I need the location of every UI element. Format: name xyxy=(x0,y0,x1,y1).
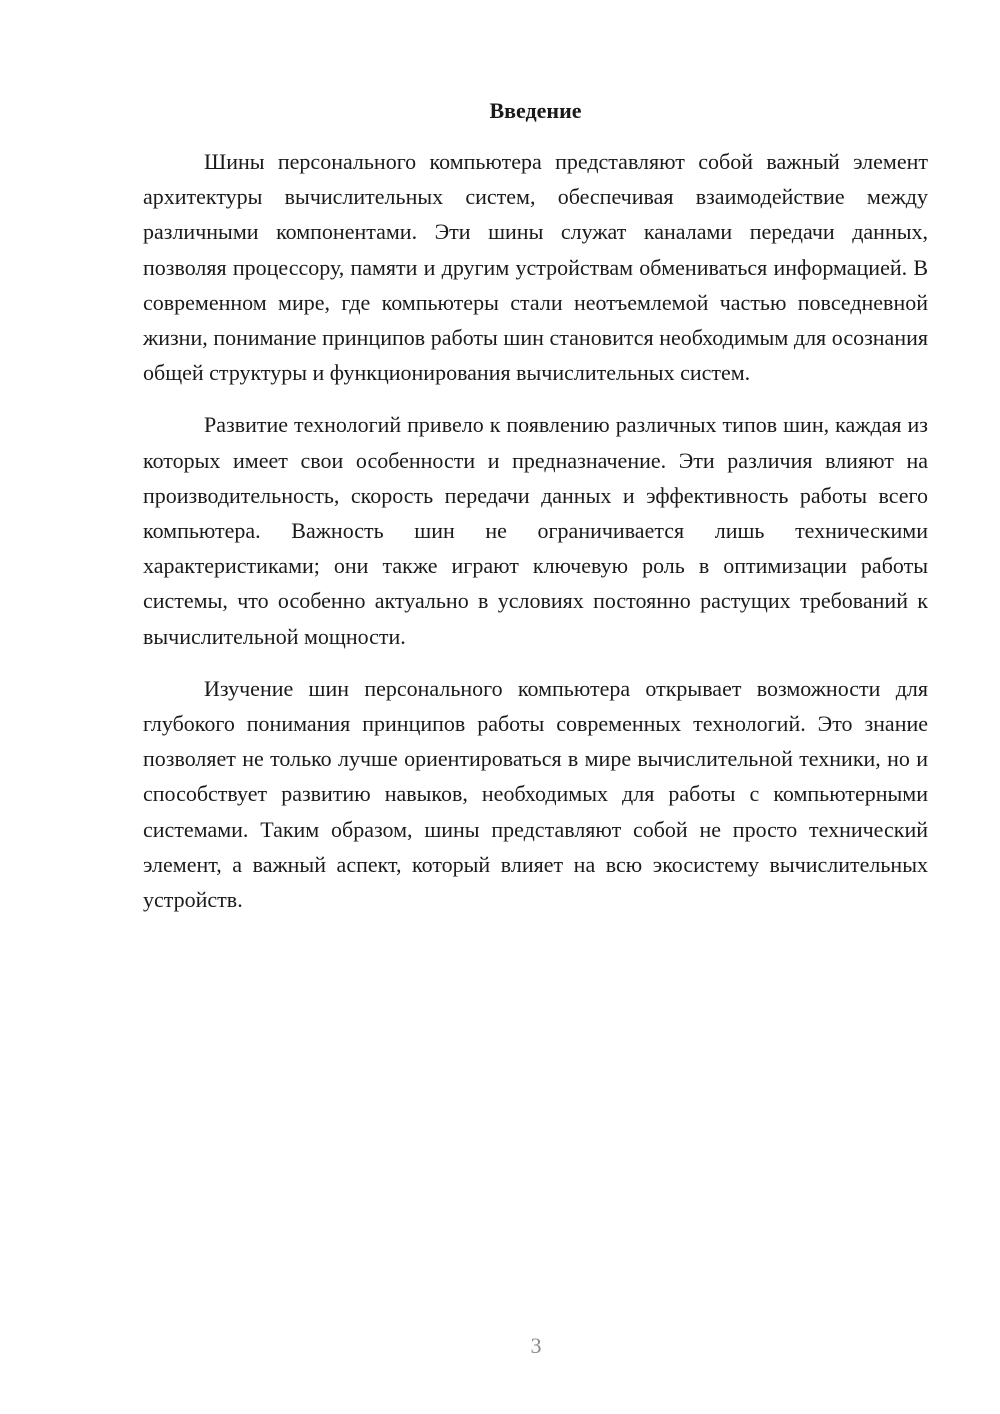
paragraph-3: Изучение шин персонального компьютера открывает возможности для глубокого понимания принципов работы современных технологий. Это знание позволяет не только лучше ориентироваться в мире вычислительной техники, но и способствует развитию навыков, необходимых для работы с компьютерными системами. Таким образом, шины представляют собой не просто технический элемент, а важный аспект, который влияет на всю экосистему вычислительных устройств. xyxy=(143,675,928,913)
page-number: 3 xyxy=(530,1333,542,1358)
section-heading: Введение xyxy=(489,98,582,123)
paragraph-1: Шины персонального компьютера представляют собой важный элемент архитектуры вычислительных систем, обеспечивая взаимодействие между различными компонентами. Эти шины служат каналами передачи данных, позволяя процессору, памяти и другим устройствам обмениваться информацией. В современном мире, где компьютеры стали неотъемлемой частью повседневной жизни, понимание принципов работы шин становится необходимым для осознания общей структуры и функционирования вычислительных систем. xyxy=(143,149,928,386)
paragraph-2: Развитие технологий привело к появлению различных типов шин, каждая из которых имеет свои особенности и предназначение. Эти различия влияют на производительность, скорость передачи данных и эффективность работы всего компьютера. Важность шин не ограничивается лишь техническими характеристиками; они также играют ключевую роль в оптимизации работы системы, что особенно актуально в условиях постоянно растущих требований к вычислительной мощности. xyxy=(143,412,928,649)
page-body xyxy=(143,96,928,934)
